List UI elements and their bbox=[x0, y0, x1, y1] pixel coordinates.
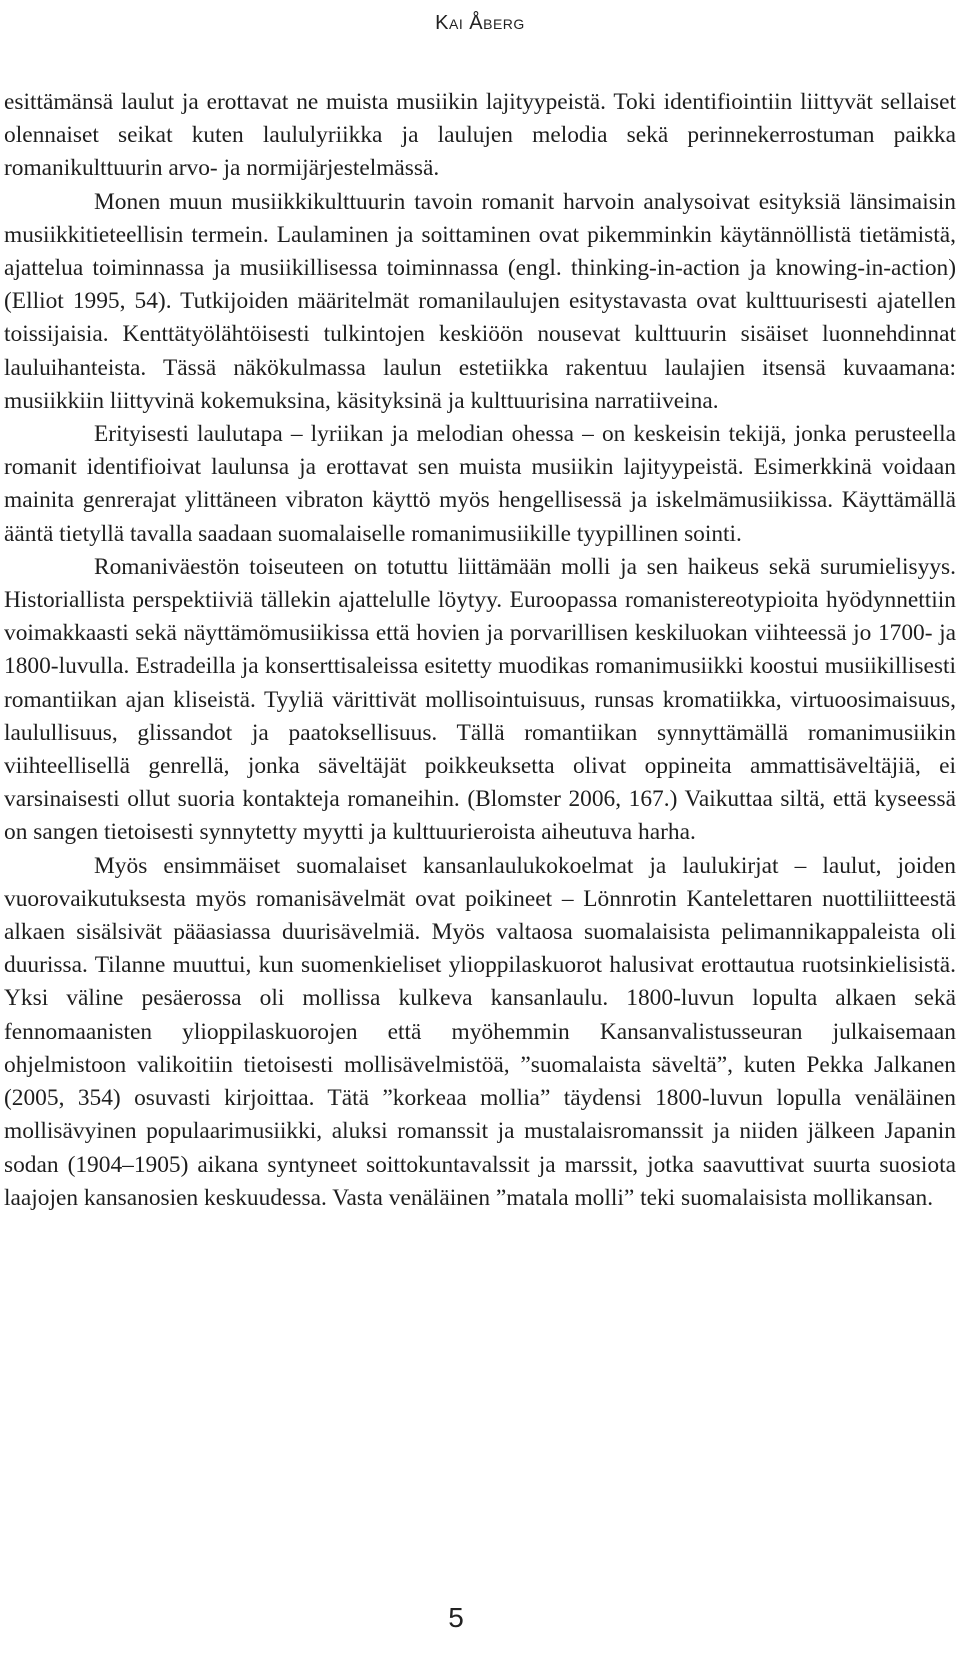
running-head: Kai Åberg bbox=[435, 12, 525, 34]
paragraph: Myös ensimmäiset suomalaiset kansanlaulukokoelmat ja laulukirjat – laulut, joiden vuorovaikutuksesta myös romanisävelmät ovat poikineet – Lönnrotin Kantelettaren nuottiliitteestä alkaen sisälsivät pääasiassa duurisävelmiä. Myös valtaosa suomalaisista pelimannikappaleista oli duurissa. Tilanne muuttui, kun suomenkieliset ylioppilaskuorot halusivat erottautua ruotsinkielisistä. Yksi väline pesäerossa oli mollissa kulkeva kansanlaulu. 1800-luvun lopulta alkaen sekä fennomaanisten ylioppilaskuorojen että myöhemmin Kansanvalistusseuran julkaisemaan ohjelmistoon valikoitiin tietoisesti mollisävelmistöä, ”suomalaista säveltä”, kuten Pekka Jalkanen (2005, 354) osuvasti kirjoittaa. Tätä ”korkeaa mollia” täydensi 1800-luvun lopulla venäläinen mollisävyinen populaarimusiikki, aluksi romanssit ja mustalaisromanssit ja niiden jälkeen Japanin sodan (1904–1905) aikana syntyneet soittokuntavalssit ja marssit, jotka saavuttivat suurta suosiota laajojen kansanosien keskuudessa. Vasta venäläinen ”matala molli” teki suomalaisista mollikansan. bbox=[4, 852, 956, 1211]
paragraph: Monen muun musiikkikulttuurin tavoin romanit harvoin analysoivat esityksiä länsimaisin musiikkitieteellisin termein. Laulaminen ja soittaminen ovat pikemminkin käytännöllistä tietämistä, ajattelua toiminnassa ja musiikillisessa toiminnassa (engl. thinking-in-action ja knowing-in-action) (Elliot 1995, 54). Tutkijoiden määritelmät romanilaulujen esitystavasta ovat kulttuurisesti ajatellen toissijaisia. Kenttätyölähtöisesti tulkintojen keskiöön nousevat kulttuurin sisäiset luonnehdinnat lauluihanteista. Tässä näkökulmassa laulun estetiikka rakentuu laulajien itsensä kuvaamana: musiikkiin liittyvinä kokemuksina, käsityksinä ja kulttuurisina narratiiveina. bbox=[4, 188, 956, 414]
paragraph: esittämänsä laulut ja erottavat ne muista musiikin lajityypeistä. Toki identifiointiin liittyvät sellaiset olennaiset seikat kuten laululyriikka ja laulujen melodia sekä perinnekerrostuman paikka romanikulttuurin arvo- ja normijärjestelmässä. bbox=[4, 89, 956, 182]
page-number: 5 bbox=[448, 1602, 464, 1633]
paragraph: Romaniväestön toiseuteen on totuttu liittämään molli ja sen haikeus sekä surumielisyys. Historiallista perspektiiviä tällekin ajattelulle löytyy. Euroopassa romanistereotypioita hyödynnettiin voimakkaasti sekä näyttämömusiikissa että hovien ja porvarillisen keskiluokan viihteessä jo 1700- ja 1800-luvulla. Estradeilla ja konserttisaleissa esitetty muodikas romanimusiikki koostui musiikillisesti romantiikan ajan kliseistä. Tyyliä värittivät mollisointuisuus, runsas kromatiikka, virtuoosimaisuus, laulullisuus, glissandot ja paatoksellisuus. Tällä romantiikan synnyttämällä romanimusiikin viihteellisellä genrellä, jonka säveltäjät poikkeuksetta olivat oppineita ammattisäveltäjiä, ei varsinaisesti ollut suoria kontakteja romaneihin. (Blomster 2006, 167.) Vaikuttaa siltä, että kyseessä on sangen tietoisesti synnytetty myytti ja kulttuurieroista aiheutuva harha. bbox=[4, 553, 956, 846]
paragraph: Erityisesti laulutapa – lyriikan ja melodian ohessa – on keskeisin tekijä, jonka perusteella romanit identifioivat laulunsa ja erottavat sen muista musiikin lajityypeistä. Esimerkkinä voidaan mainita genrerajat ylittäneen vibraton käyttö myös hengellisessä ja iskelmämusiikissa. Käyttämällä ääntä tietyllä tavalla saadaan suomalaiselle romanimusiikille tyypillinen sointi. bbox=[4, 421, 956, 547]
body-text bbox=[4, 86, 956, 1215]
